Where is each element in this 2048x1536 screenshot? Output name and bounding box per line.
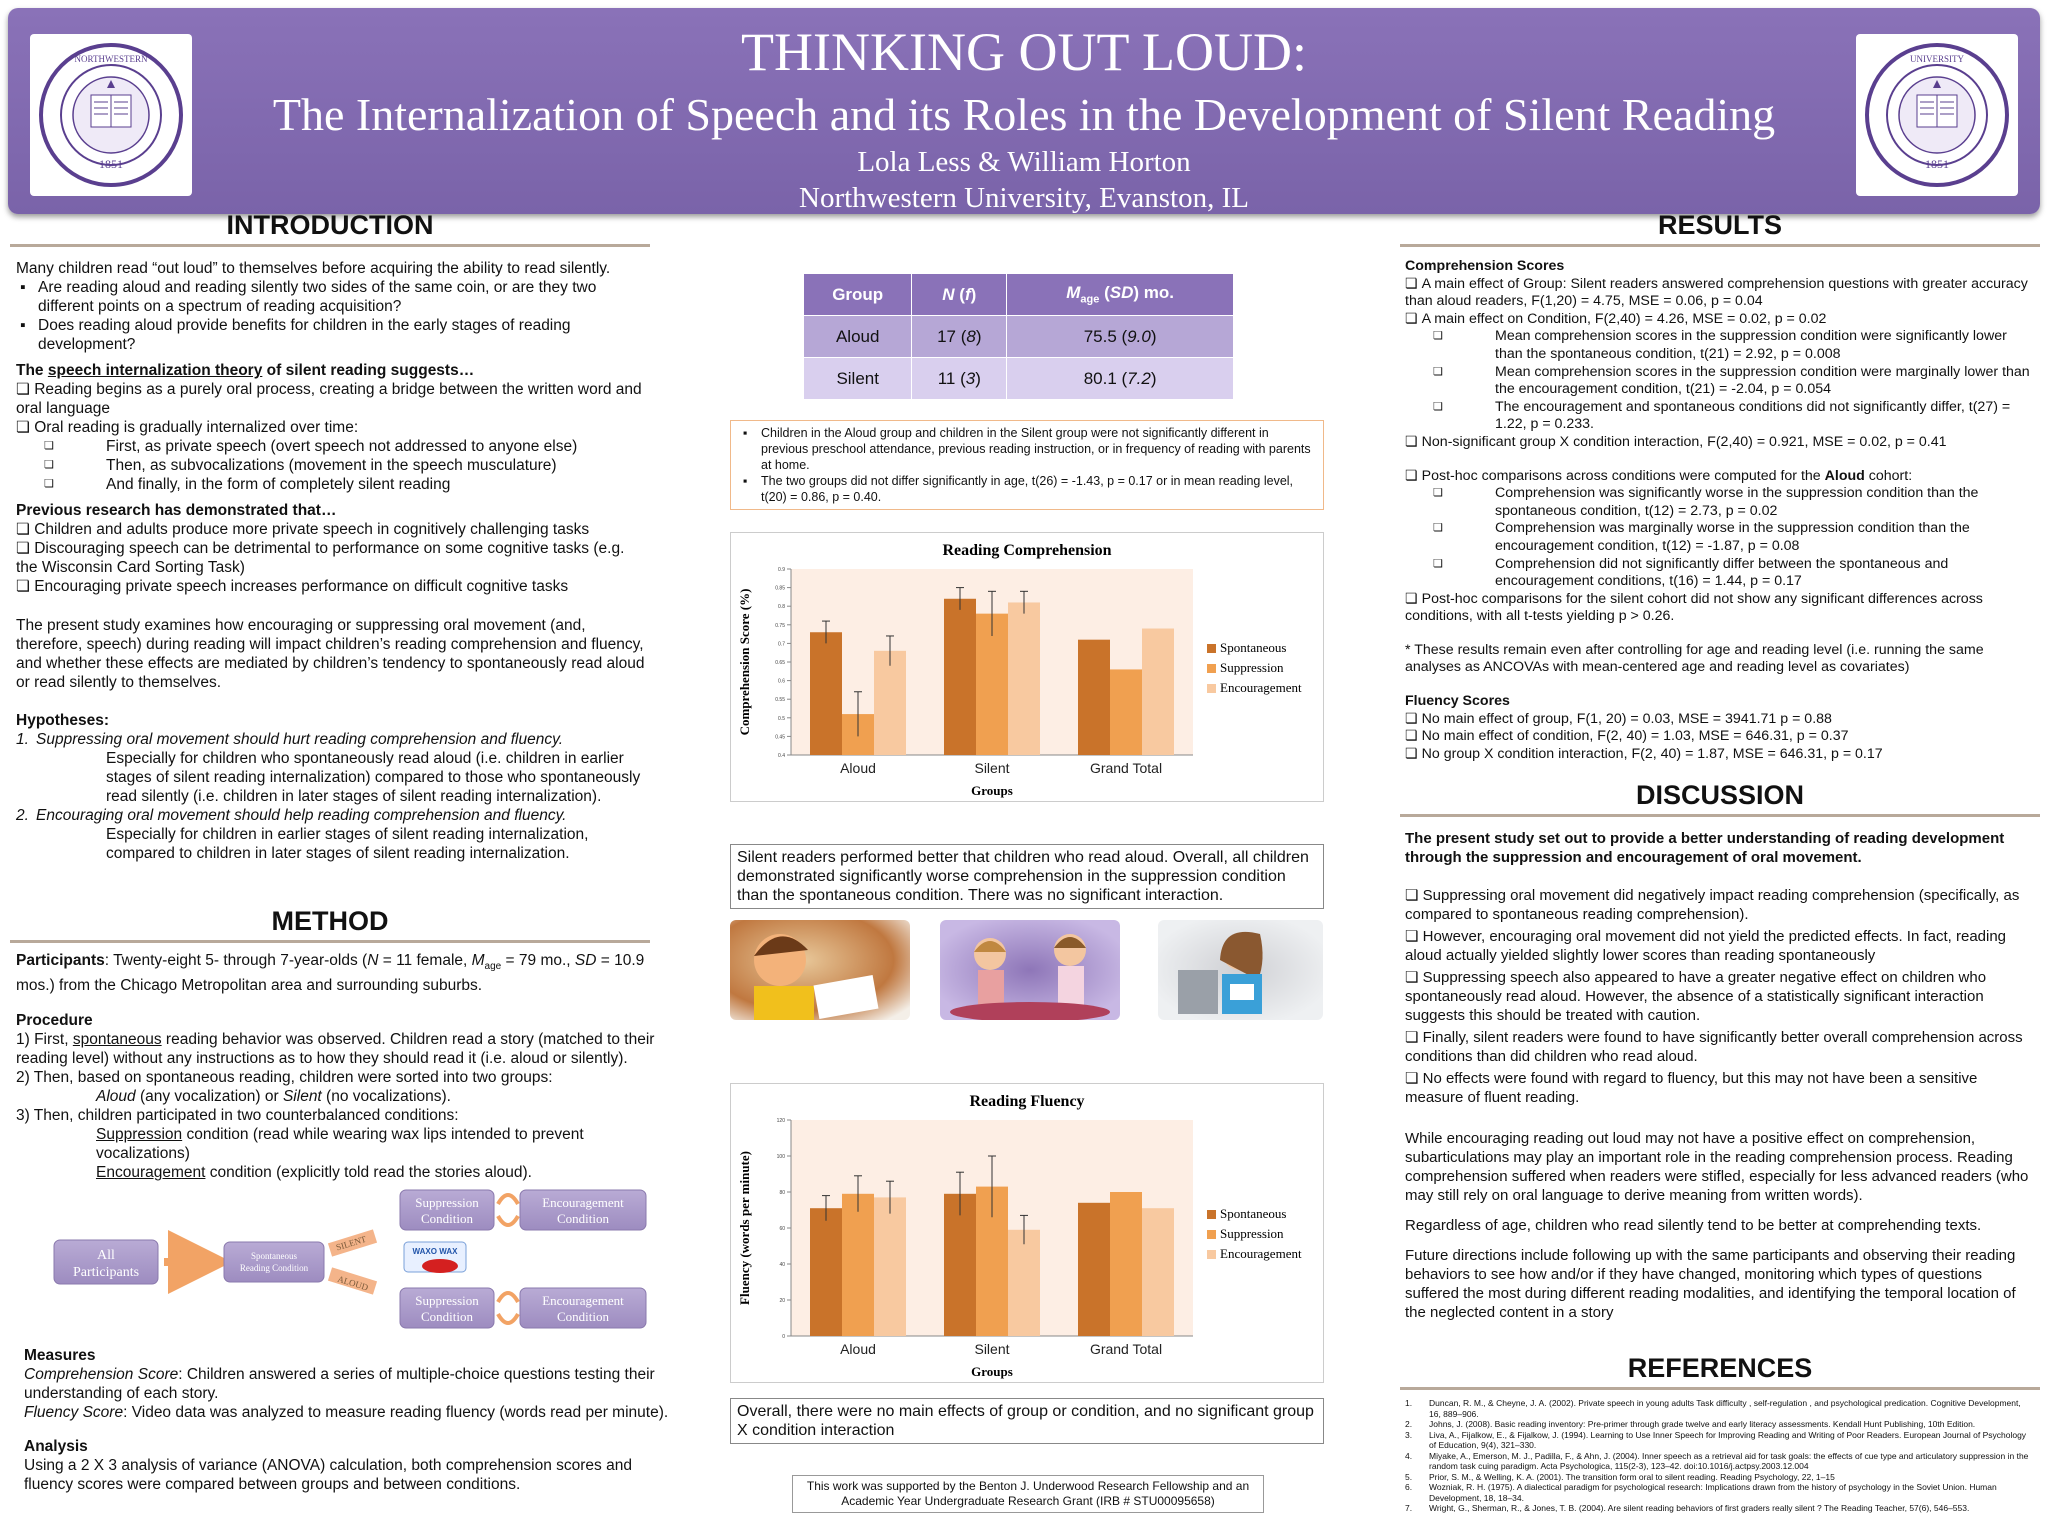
discussion-item: ❏ Finally, silent readers were found to have significantly better overall comprehension across conditions than did children who read aloud.: [1405, 1028, 2035, 1066]
wax-lips-image: [404, 1242, 466, 1273]
theory-stage: ❏ First, as private speech (overt speech not addressed to anyone else): [16, 437, 650, 456]
hypothesis-2-detail: Especially for children in earlier stages of silent reading internalization, compared to children in later stages of silent reading internalization.: [106, 826, 589, 862]
poster-subtitle: The Internalization of Speech and its Roles in the Development of Silent Reading: [272, 89, 1776, 140]
theory-heading: The speech internalization theory of silent reading suggests…: [16, 362, 475, 379]
result-item: ❏ Non-significant group X condition interaction, F(2,40) = 0.921, MSE = 0.02, p = 0.41: [1405, 434, 2030, 452]
comprehension-chart: [730, 532, 1324, 802]
svg-text:Condition: Condition: [420, 1309, 474, 1324]
bar: [1142, 1208, 1174, 1336]
flow-arrow-silent: [330, 1234, 375, 1253]
fluency-measure: Fluency Score: Video data was analyzed to measure reading fluency (words read per minute).: [24, 1404, 669, 1421]
hypothesis-1-detail: Especially for children who spontaneously read aloud (i.e. children in earlier stages of silent reading internalization) compared to those who spontaneously read silently (i.e. children in later stages of silent reading internalization).: [106, 750, 641, 805]
y-tick-label: 100: [776, 1154, 785, 1160]
table-header: Group: [804, 274, 912, 316]
fluency-item: ❏ No group X condition interaction, F(2, 40) = 1.87, MSE = 646.31, p = 0.17: [1405, 746, 2030, 764]
legend-label: Encouragement: [1220, 1246, 1302, 1261]
discussion-section: [1405, 829, 2035, 1322]
theory-point: ❏ Reading begins as a purely oral process, creating a bridge between the written word and oral language: [16, 380, 650, 418]
x-tick-label: Aloud: [840, 1341, 876, 1357]
chart-title: Reading Comprehension: [942, 542, 1112, 559]
reference-item: 6. Wozniak, R. H. (1975). A dialectical paradigm for psychological research: Implications drawn from the history of psychology in the Soviet Union. Human Development, 18, 18–34.: [1405, 1482, 1997, 1503]
bar: [874, 1197, 906, 1336]
y-tick-label: 0.75: [775, 622, 785, 629]
method-section: [16, 951, 676, 1182]
legend-label: Spontaneous: [1220, 640, 1287, 655]
procedure-step-1: 1) First, spontaneous reading behavior was observed. Children read a story (matched to their reading level) without any instructions as to how they should read it (i.e. aloud or silently).: [16, 1031, 655, 1068]
comprehension-measure: Comprehension Score: Children answered a series of multiple-choice questions testing their understanding of each story.: [24, 1366, 655, 1402]
posthoc-item: ❏ Comprehension did not significantly differ between the spontaneous and encouragement conditions, t(16) = 1.44, p = 0.17: [1405, 556, 2030, 591]
x-tick-label: Grand Total: [1089, 1341, 1163, 1357]
y-tick-label: 0.8: [778, 604, 785, 611]
previous-heading: Previous research has demonstrated that…: [16, 502, 337, 519]
procedure-groups: Aloud (any vocalization) or Silent (no vocalizations).: [96, 1088, 451, 1106]
reference-item: 1. Duncan, R. M., & Cheyne, J. A. (2002). Private speech in young adults Task difficulty , self-regulation , and psychological predication. Cognitive Development, 16, 889–906.: [1405, 1398, 2021, 1419]
fluency-results-heading: Fluency Scores: [1405, 693, 1510, 710]
legend-label: Suppression: [1220, 1226, 1284, 1241]
y-tick-label: 0.7: [778, 641, 785, 648]
procedure-label: Procedure: [16, 1012, 93, 1030]
bar: [944, 599, 976, 755]
y-tick-label: 0.5: [778, 715, 785, 722]
reference-item: 3. Liva, A., Fijalkow, E., & Fijalkow, J. (1994). Learning to Use Inner Speech for Improving Reading and Writing of Poor Readers. European Journal of Psychology of Education, 9(4), 321–330.: [1405, 1429, 2027, 1450]
participants: Participants: Twenty-eight 5- through 7-year-olds (N = 11 female, $M_{age} = 79$ mo., SD = 10.9 mos.) from the Chicago Metropolitan area and surrounding suburbs.: [16, 952, 645, 995]
flow-box-spontaneous: [224, 1242, 324, 1282]
svg-text:UNIVERSITY: UNIVERSITY: [1910, 54, 1964, 64]
references-list: [1405, 1398, 2033, 1514]
discussion-paragraph: Future directions include following up with the same participants and observing their reading behaviors to see how and/or if they have changed, monitoring which types of questions suffered the most during different reading modalities, and identifying the temporal location of the neglected content in a story: [1405, 1247, 2016, 1321]
bar: [1008, 602, 1040, 755]
y-tick-label: 0.55: [775, 697, 785, 704]
y-tick-label: 0.9: [778, 567, 785, 573]
svg-text:Reading Condition: Reading Condition: [239, 1263, 309, 1273]
comprehension-chart-svg: [731, 533, 1323, 801]
analysis-label: Analysis: [24, 1438, 88, 1455]
results-footnote: * These results remain even after controlling for age and reading level (i.e. running the same analyses as ANCOVAs with mean-centered age and reading level as covariates): [1405, 641, 1984, 676]
result-subitem: ❏ Mean comprehension scores in the suppression condition were significantly lower than the spontaneous condition, t(21) = 2.92, p = 0.008: [1405, 328, 2030, 363]
svg-text:NORTHWESTERN: NORTHWESTERN: [74, 54, 148, 64]
procedure-step-2: 2) Then, based on spontaneous reading, children were sorted into two groups:: [16, 1069, 553, 1087]
poster-authors: Lola Less & William Horton: [857, 146, 1191, 178]
discussion-item: ❏ Suppressing oral movement did negatively impact reading comprehension (specifically, as compared to spontaneous reading comprehension).: [1405, 886, 2035, 924]
bar: [1008, 1230, 1040, 1336]
y-axis-label: Fluency (words per minute): [737, 1151, 752, 1305]
posthoc-item: ❏ Comprehension was significantly worse in the suppression condition than the spontaneous condition, t(12) = 2.73, p = 0.02: [1405, 485, 2030, 520]
introduction-heading: INTRODUCTION: [10, 210, 650, 247]
flow-box-all-participants: [54, 1240, 158, 1284]
svg-text:SILENT: SILENT: [334, 1233, 368, 1253]
hypothesis-2: 2. Encouraging oral movement should help reading comprehension and fluency.: [16, 807, 567, 824]
y-tick-label: 0.85: [775, 585, 785, 592]
flow-box-suppression-top: [400, 1190, 494, 1230]
legend-label: Spontaneous: [1220, 1206, 1287, 1221]
table-row: Aloud 17 (8) 75.5 (9.0): [804, 316, 1234, 358]
bar: [1078, 1203, 1110, 1336]
legend-swatch: [1207, 1230, 1216, 1239]
table-header: $M_{age}$ (SD) mo.: [1007, 274, 1234, 316]
svg-text:Condition: Condition: [556, 1211, 610, 1226]
svg-text:Spontaneous: Spontaneous: [251, 1251, 297, 1261]
demographics-notes: [730, 420, 1324, 510]
legend-swatch: [1207, 1250, 1216, 1259]
analysis-text: Using a 2 X 3 analysis of variance (ANOVA) calculation, both comprehension scores and fluency scores were compared between groups and between conditions.: [24, 1457, 632, 1493]
y-tick-label: 20: [779, 1298, 785, 1304]
poster-title: THINKING OUT LOUD:: [741, 22, 1307, 82]
legend-swatch: [1207, 644, 1216, 653]
intro-question: ▪ Are reading aloud and reading silently two sides of the same coin, or are they two different points on a spectrum of reading acquisition?: [16, 278, 650, 316]
references-heading: REFERENCES: [1400, 1353, 2040, 1390]
method-heading: METHOD: [10, 906, 650, 943]
hypotheses-heading: Hypotheses:: [16, 712, 110, 729]
svg-text:1851: 1851: [1925, 157, 1949, 171]
suppression-condition: Suppression condition (read while wearing wax lips intended to prevent vocalizations): [96, 1126, 584, 1163]
y-tick-label: 0.65: [775, 660, 785, 666]
legend-swatch: [1207, 1210, 1216, 1219]
flow-cycle-arrows: [498, 1195, 518, 1323]
bar: [874, 651, 906, 755]
y-tick-label: 120: [776, 1118, 785, 1124]
measures-section: [24, 1346, 676, 1494]
discussion-item: ❏ No effects were found with regard to fluency, but this may not have been a sensitive measure of fluent reading.: [1405, 1069, 2035, 1107]
legend-swatch: [1207, 664, 1216, 673]
photo-child-reading-1: [730, 920, 910, 1020]
svg-text:WAXO WAX: WAXO WAX: [412, 1247, 458, 1256]
hypothesis-1: 1. Suppressing oral movement should hurt reading comprehension and fluency.: [16, 731, 564, 748]
photo-children-reading-2: [940, 920, 1120, 1020]
posthoc-item: ❏ Comprehension was marginally worse in the suppression condition than the encouragement condition, t(12) = -1.87, p = 0.08: [1405, 520, 2030, 555]
table-row: Silent 11 (3) 80.1 (7.2): [804, 358, 1234, 400]
posthoc-silent: ❏ Post-hoc comparisons for the silent cohort did not show any significant differences across conditions, with all t-tests yielding p > 0.26.: [1405, 591, 2030, 626]
intro-question: ▪ Does reading aloud provide benefits for children in the early stages of reading development?: [16, 316, 650, 354]
x-axis-label: Groups: [971, 1364, 1013, 1379]
procedure-step-3: 3) Then, children participated in two counterbalanced conditions:: [16, 1107, 459, 1125]
photo-child-reading-3: [1158, 920, 1323, 1020]
comprehension-results-heading: Comprehension Scores: [1405, 258, 1565, 274]
encouragement-condition: Encouragement condition (explicitly told read the stories aloud).: [96, 1164, 532, 1182]
x-tick-label: Silent: [974, 760, 1010, 776]
svg-text:Condition: Condition: [420, 1211, 474, 1226]
y-tick-label: 0.4: [778, 753, 785, 759]
bar: [1110, 669, 1142, 755]
y-tick-label: 0.45: [775, 734, 785, 741]
theory-stage: ❏ And finally, in the form of completely silent reading: [16, 475, 650, 494]
reference-item: 2. Johns, J. (2008). Basic reading inventory: Pre-primer through grade twelve and early literacy assessments. Kendall Hunt Publishing, 10th Edition.: [1405, 1419, 1976, 1429]
svg-text:ALOUD: ALOUD: [336, 1273, 370, 1293]
present-study: The present study examines how encouraging or suppressing oral movement (and, therefore, speech) during reading will impact children’s reading comprehension and fluency, and whether these effects are mediated by children’s tendency to spontaneously read aloud or read silently to themselves.: [16, 617, 645, 691]
result-item: ❏ A main effect on Condition, F(2,40) = 4.26, MSE = 0.02, p = 0.02: [1405, 311, 2030, 329]
demographics-note: ▪ Children in the Aloud group and children in the Silent group were not significantly different in previous preschool attendance, previous reading instruction, or in frequency of reading with parents at home.: [739, 425, 1315, 473]
procedure-flow-diagram: [40, 1180, 670, 1342]
x-tick-label: Aloud: [840, 760, 876, 776]
y-tick-label: 40: [779, 1262, 785, 1268]
y-tick-label: 60: [779, 1226, 785, 1232]
legend-label: Encouragement: [1220, 680, 1302, 695]
legend-swatch: [1207, 684, 1216, 693]
svg-text:Participants: Participants: [72, 1265, 140, 1280]
demographics-note: ▪ The two groups did not differ significantly in age, t(26) = -1.43, p = 0.17 or in mean reading level, t(20) = 0.86, p = 0.40.: [739, 473, 1315, 505]
result-item: ❏ A main effect of Group: Silent readers answered comprehension questions with greater accuracy than aloud readers, F(1,20) = 4.75, MSE = 0.06, p = 0.04: [1405, 276, 2030, 311]
reference-item: 4. Miyake, A., Emerson, M. J., Padilla, F., & Ahn, J. (2004). Inner speech as a retrieval aid for task goals: the effects of cue type and articulatory suppression in the random task cuing paradigm. Acta Psychologica, 115(2-3), 123–42. doi:10.1016/j.actpsy.2003.12.004: [1405, 1450, 2029, 1471]
svg-text:1851: 1851: [99, 157, 123, 171]
previous-item: ❏ Discouraging speech can be detrimental to performance on some cognitive tasks (e.g. the Wisconsin Card Sorting Task): [16, 539, 650, 577]
bar: [1142, 629, 1174, 755]
bar: [810, 632, 842, 755]
flow-box-encouragement-bottom: [520, 1288, 646, 1328]
svg-text:Suppression: Suppression: [415, 1293, 479, 1308]
comprehension-summary: Silent readers performed better that children who read aloud. Overall, all children demonstrated significantly worse comprehension in the suppression condition than the spontaneous condition. There was no significant interaction.: [730, 844, 1324, 909]
title-banner: [8, 8, 2040, 214]
previous-item: ❏ Encouraging private speech increases performance on difficult cognitive tasks: [16, 577, 650, 596]
svg-text:Encouragement: Encouragement: [542, 1293, 624, 1308]
table-header: N (f): [912, 274, 1007, 316]
discussion-lead: The present study set out to provide a better understanding of reading development through the suppression and encouragement of oral movement.: [1405, 830, 2005, 866]
fluency-item: ❏ No main effect of condition, F(2, 40) = 1.03, MSE = 646.31, p = 0.37: [1405, 728, 2030, 746]
poster-affiliation: Northwestern University, Evanston, IL: [799, 182, 1249, 214]
chart-title: Reading Fluency: [969, 1093, 1085, 1110]
reference-item: 7. Wright, G., Sherman, R., & Jones, T. B. (2004). Are silent reading behaviors of first graders really silent ? The Reading Teacher, 57(6), 546–553.: [1405, 1503, 1970, 1513]
results-heading: RESULTS: [1400, 210, 2040, 247]
discussion-paragraph: Regardless of age, children who read silently tend to be better at comprehending texts.: [1405, 1217, 1982, 1234]
intro-lead: Many children read “out loud” to themselves before acquiring the ability to read silently.: [16, 260, 611, 277]
bar: [1110, 1192, 1142, 1336]
y-tick-label: 0: [782, 1334, 785, 1340]
measures-label: Measures: [24, 1347, 96, 1364]
previous-item: ❏ Children and adults produce more private speech in cognitively challenging tasks: [16, 520, 650, 539]
flow-arrow-aloud: [330, 1274, 375, 1293]
legend-label: Suppression: [1220, 660, 1284, 675]
flow-box-suppression-bottom: [400, 1288, 494, 1328]
fluency-chart: [730, 1083, 1324, 1383]
discussion-heading: DISCUSSION: [1400, 780, 2040, 817]
bar: [810, 1208, 842, 1336]
fluency-chart-svg: [731, 1084, 1323, 1382]
discussion-item: ❏ Suppressing speech also appeared to have a greater negative effect on children who spontaneously read aloud. However, the absence of a statistically significant interaction suggests this should be treated with caution.: [1405, 968, 2035, 1025]
x-tick-label: Grand Total: [1089, 760, 1163, 776]
acknowledgement: This work was supported by the Benton J. Underwood Research Fellowship and an Academic Year Undergraduate Research Grant (IRB # STU00095658): [792, 1475, 1264, 1513]
theory-point: ❏ Oral reading is gradually internalized over time:: [16, 418, 650, 437]
y-axis-label: Comprehension Score (%): [737, 588, 752, 736]
x-axis-label: Groups: [971, 783, 1013, 798]
theory-stage: ❏ Then, as subvocalizations (movement in the speech musculature): [16, 456, 650, 475]
flow-box-encouragement-top: [520, 1190, 646, 1230]
svg-text:Condition: Condition: [556, 1309, 610, 1324]
reference-item: 5. Prior, S. M., & Welling, K. A. (2001). The transition form oral to silent reading. Reading Psychology, 22, 1–15: [1405, 1471, 1835, 1482]
bar: [842, 1194, 874, 1336]
result-subitem: ❏ Mean comprehension scores in the suppression condition were marginally lower than the encouragement condition, t(21) = -2.04, p = 0.054: [1405, 364, 2030, 399]
discussion-item: ❏ However, encouraging oral movement did not yield the predicted effects. In fact, reading aloud actually yielded slightly lower scores than reading spontaneously: [1405, 927, 2035, 965]
svg-text:Suppression: Suppression: [415, 1195, 479, 1210]
posthoc-intro: ❏ Post-hoc comparisons across conditions were computed for the Aloud cohort:: [1405, 468, 2030, 486]
y-tick-label: 0.6: [778, 678, 785, 685]
fluency-item: ❏ No main effect of group, F(1, 20) = 0.03, MSE = 3941.71 p = 0.88: [1405, 711, 2030, 729]
svg-text:Encouragement: Encouragement: [542, 1195, 624, 1210]
discussion-paragraph: While encouraging reading out loud may not have a positive effect on comprehension, subarticulations may play an important role in the reading comprehension process. Reading comprehension suffered when readers were stifled, especially for less advanced readers (who may still rely on oral language to derive meaning from written words).: [1405, 1130, 2029, 1204]
svg-text:All: All: [97, 1248, 115, 1263]
bar: [1078, 640, 1110, 755]
fluency-summary: Overall, there were no main effects of group or condition, and no significant group X condition interaction: [730, 1398, 1324, 1444]
x-tick-label: Silent: [974, 1341, 1010, 1357]
introduction-section: [16, 259, 650, 863]
result-subitem: ❏ The encouragement and spontaneous conditions did not significantly differ, t(27) = 1.22, p = 0.233.: [1405, 399, 2030, 434]
y-tick-label: 80: [779, 1190, 785, 1196]
results-section: [1405, 258, 2030, 763]
demographics-table: [803, 273, 1234, 400]
